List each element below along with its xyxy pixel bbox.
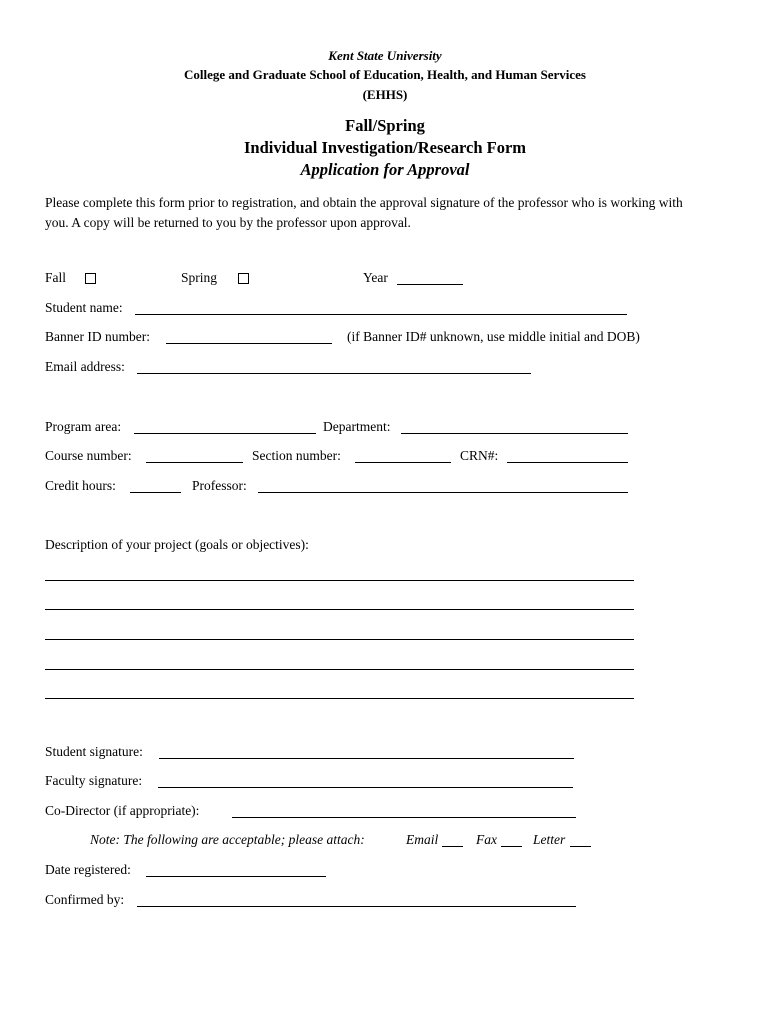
attach-letter-field[interactable] [570,846,591,847]
student-signature-row [45,744,735,762]
description-line-5[interactable] [45,698,634,699]
co-director-label: Co-Director (if appropriate): [45,803,200,818]
email-label: Email address: [45,359,125,374]
spring-checkbox[interactable] [238,273,249,284]
description-line-3[interactable] [45,639,634,640]
description-line-2[interactable] [45,609,634,610]
section-number-field[interactable] [355,462,451,463]
banner-id-label: Banner ID number: [45,329,150,344]
form-title: Individual Investigation/Research Form [243,138,527,157]
program-row [45,419,735,437]
professor-field[interactable] [258,492,628,493]
form-term-title: Fall/Spring [345,116,425,135]
attach-letter-label: Letter [533,832,566,847]
crn-label: CRN#: [460,448,499,463]
faculty-signature-label: Faculty signature: [45,773,143,788]
year-field[interactable] [397,284,463,285]
fall-checkbox[interactable] [85,273,96,284]
course-number-label: Course number: [45,448,132,463]
faculty-signature-field[interactable] [158,787,573,788]
date-registered-row [45,862,735,880]
course-number-field[interactable] [146,462,243,463]
confirmed-by-field[interactable] [137,906,576,907]
confirmed-by-label: Confirmed by: [45,892,125,907]
form-subtitle: Application for Approval [300,160,470,179]
year-label: Year [363,270,388,285]
course-row [45,448,735,466]
attach-fax-field[interactable] [501,846,522,847]
college-name: College and Graduate School of Education, Health, and Human Services [184,67,586,82]
description-label: Description of your project (goals or objectives): [45,537,309,552]
student-name-field[interactable] [135,314,627,315]
description-line-4[interactable] [45,669,634,670]
confirmed-by-row [45,892,735,910]
email-field[interactable] [137,373,531,374]
email-row [45,359,735,377]
banner-id-field[interactable] [166,343,332,344]
description-line-1[interactable] [45,580,634,581]
crn-field[interactable] [507,462,628,463]
intro-paragraph: Please complete this form prior to registration, and obtain the approval signature of the professor who is working with you. A copy will be returned to you by the professor upon approval. [45,195,683,230]
section-number-label: Section number: [252,448,341,463]
department-field[interactable] [401,433,628,434]
banner-id-note: (if Banner ID# unknown, use middle initial and DOB) [347,329,640,344]
college-abbrev: (EHHS) [362,87,408,102]
date-registered-label: Date registered: [45,862,131,877]
student-signature-field[interactable] [159,758,574,759]
professor-label: Professor: [192,478,247,493]
description-row [45,537,735,555]
student-name-row [45,300,735,318]
spring-label: Spring [181,270,218,285]
banner-id-row [45,329,735,347]
date-registered-field[interactable] [146,876,326,877]
faculty-signature-row [45,773,735,791]
student-signature-label: Student signature: [45,744,143,759]
attach-email-field[interactable] [442,846,463,847]
program-area-label: Program area: [45,419,122,434]
credit-hours-label: Credit hours: [45,478,116,493]
co-director-row [45,803,735,821]
student-name-label: Student name: [45,300,123,315]
term-row [45,270,725,288]
fall-label: Fall [45,270,67,285]
program-area-field[interactable] [134,433,316,434]
credit-hours-field[interactable] [130,492,181,493]
credit-row [45,478,735,496]
department-label: Department: [323,419,391,434]
attachment-note: Note: The following are acceptable; please attach: [90,832,365,847]
attach-email-label: Email [406,832,439,847]
university-name: Kent State University [328,48,442,63]
co-director-field[interactable] [232,817,576,818]
attachment-note-row [90,832,690,850]
attach-fax-label: Fax [476,832,497,847]
